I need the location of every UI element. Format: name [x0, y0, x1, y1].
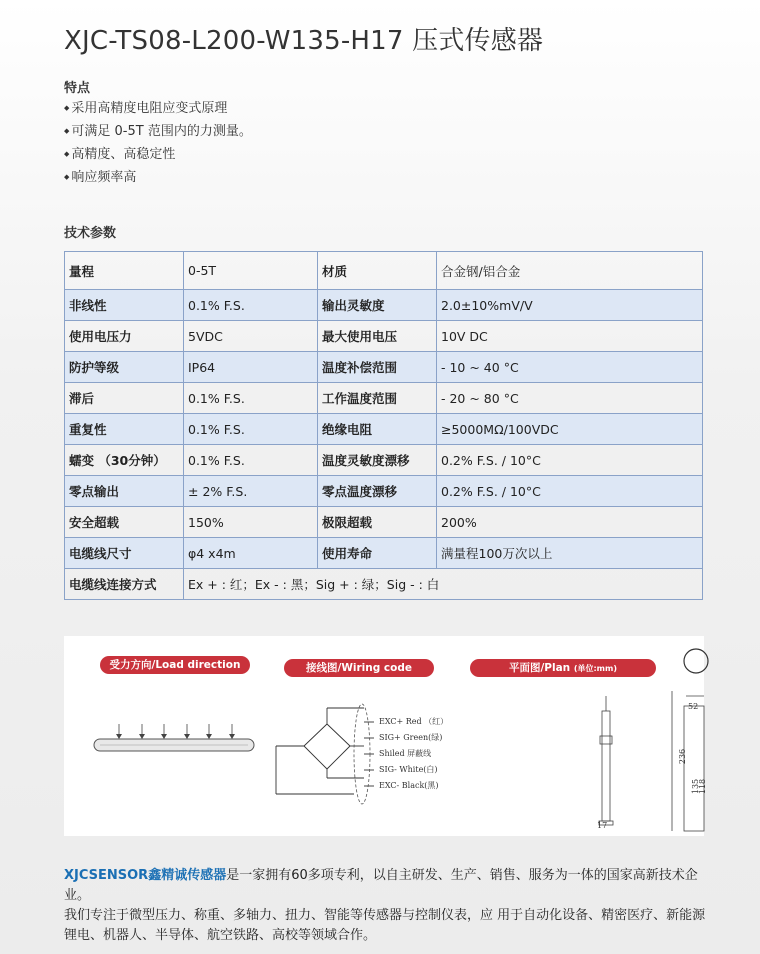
- table-row: [65, 507, 703, 538]
- param-value-cell: 0.1% F.S.: [184, 445, 318, 476]
- param-value-cell: 0-5T: [184, 252, 318, 290]
- table-row: [65, 252, 703, 290]
- page-title: XJC-TS08-L200-W135-H17 压式传感器: [64, 26, 544, 56]
- param-name-cell: 绝缘电阻: [318, 414, 437, 445]
- param-name-cell: 输出灵敏度: [318, 290, 437, 321]
- param-value-cell: 5VDC: [184, 321, 318, 352]
- param-value-cell: 0.2% F.S. / 10°C: [437, 445, 703, 476]
- table-row: [65, 290, 703, 321]
- brand-name: XJCSENSOR鑫精诚传感器: [64, 868, 227, 883]
- table-row: [65, 445, 703, 476]
- param-name-cell: 电缆线连接方式: [65, 569, 184, 600]
- param-value-cell: IP64: [184, 352, 318, 383]
- load-arrows: [119, 724, 232, 736]
- table-row: [65, 538, 703, 569]
- param-value-cell: Ex + : 红；Ex - : 黑；Sig + : 绿；Sig - : 白: [184, 569, 703, 600]
- param-value-cell: 0.1% F.S.: [184, 383, 318, 414]
- wire-label: EXC+ Red （红）: [379, 717, 449, 726]
- wire-label: SIG- White(白): [379, 765, 438, 774]
- feature-item: ◆ 可满足 0-5T 范围内的力测量。: [64, 120, 252, 143]
- intro-line-2: 我们专注于微型压力、称重、多轴力、扭力、智能等传感器与控制仪表，应 用于自动化设备、精密医疗、新能源锂电、机器人、半导体、航空铁路、高校等领域合作。: [64, 908, 706, 943]
- param-name-cell: 最大使用电压: [318, 321, 437, 352]
- feature-item: ◆ 响应频率高: [64, 166, 252, 189]
- param-name-cell: 温度补偿范围: [318, 352, 437, 383]
- param-name-cell: 材质: [318, 252, 437, 290]
- table-row: [65, 352, 703, 383]
- dim-label: 236: [678, 748, 688, 765]
- param-name-cell: 使用寿命: [318, 538, 437, 569]
- param-value-cell: 10V DC: [437, 321, 703, 352]
- param-value-cell: 0.1% F.S.: [184, 290, 318, 321]
- param-name-cell: 防护等级: [65, 352, 184, 383]
- param-value-cell: 0.2% F.S. / 10°C: [437, 476, 703, 507]
- feature-item: ◆ 高精度、高稳定性: [64, 143, 252, 166]
- param-name-cell: 安全超载: [65, 507, 184, 538]
- param-value-cell: φ4 x4m: [184, 538, 318, 569]
- technical-diagram: [64, 636, 708, 836]
- dim-label: 52: [688, 702, 699, 711]
- company-intro: [64, 866, 709, 946]
- param-name-cell: 量程: [65, 252, 184, 290]
- param-value-cell: 200%: [437, 507, 703, 538]
- param-value-cell: ≥5000MΩ/100VDC: [437, 414, 703, 445]
- param-value-cell: 2.0±10%mV/V: [437, 290, 703, 321]
- plan-view: [599, 691, 704, 831]
- table-row: [65, 569, 703, 600]
- param-value-cell: 150%: [184, 507, 318, 538]
- param-name-cell: 蠕变 （30分钟）: [65, 445, 184, 476]
- param-name-cell: 电缆线尺寸: [65, 538, 184, 569]
- param-value-cell: 0.1% F.S.: [184, 414, 318, 445]
- wire-label: SIG+ Green(绿): [379, 733, 443, 742]
- wiring-code-label: 接线图/Wiring code: [284, 659, 434, 677]
- load-direction-label: 受力方向/Load direction: [100, 656, 250, 674]
- param-name-cell: 零点温度漂移: [318, 476, 437, 507]
- param-name-cell: 非线性: [65, 290, 184, 321]
- param-value-cell: - 10 ~ 40 °C: [437, 352, 703, 383]
- param-value-cell: - 20 ~ 80 °C: [437, 383, 703, 414]
- feature-item: ◆ 采用高精度电阻应变式原理: [64, 97, 252, 120]
- features-heading: 特点: [64, 81, 91, 96]
- param-name-cell: 极限超载: [318, 507, 437, 538]
- param-value-cell: 合金钢/铝合金: [437, 252, 703, 290]
- table-row: [65, 383, 703, 414]
- wiring-bridge: [276, 708, 374, 794]
- dim-label: 135: [691, 778, 701, 795]
- arrow-heads: [116, 734, 235, 739]
- param-name-cell: 重复性: [65, 414, 184, 445]
- param-name-cell: 温度灵敏度漂移: [318, 445, 437, 476]
- features-list: [64, 97, 252, 189]
- wire-label: EXC- Black(黑): [379, 781, 439, 790]
- param-value-cell: ± 2% F.S.: [184, 476, 318, 507]
- param-name-cell: 使用电压力: [65, 321, 184, 352]
- table-row: [65, 476, 703, 507]
- param-value-cell: 满量程100万次以上: [437, 538, 703, 569]
- spec-table: [64, 251, 703, 600]
- dim-label: 17: [597, 821, 608, 830]
- table-row: [65, 321, 703, 352]
- intro-line-1: 是一家拥有60多项专利，以自主研发、生产、销售、服务为一体的国家高新技术企业。: [64, 868, 698, 903]
- wire-label: Shiled 屏蔽线: [379, 749, 432, 758]
- plan-label: 平面图/Plan (单位:mm): [470, 659, 656, 677]
- param-name-cell: 零点输出: [65, 476, 184, 507]
- param-name-cell: 工作温度范围: [318, 383, 437, 414]
- dim-label: 118: [698, 778, 708, 795]
- table-row: [65, 414, 703, 445]
- param-name-cell: 滞后: [65, 383, 184, 414]
- params-heading: 技术参数: [64, 226, 117, 241]
